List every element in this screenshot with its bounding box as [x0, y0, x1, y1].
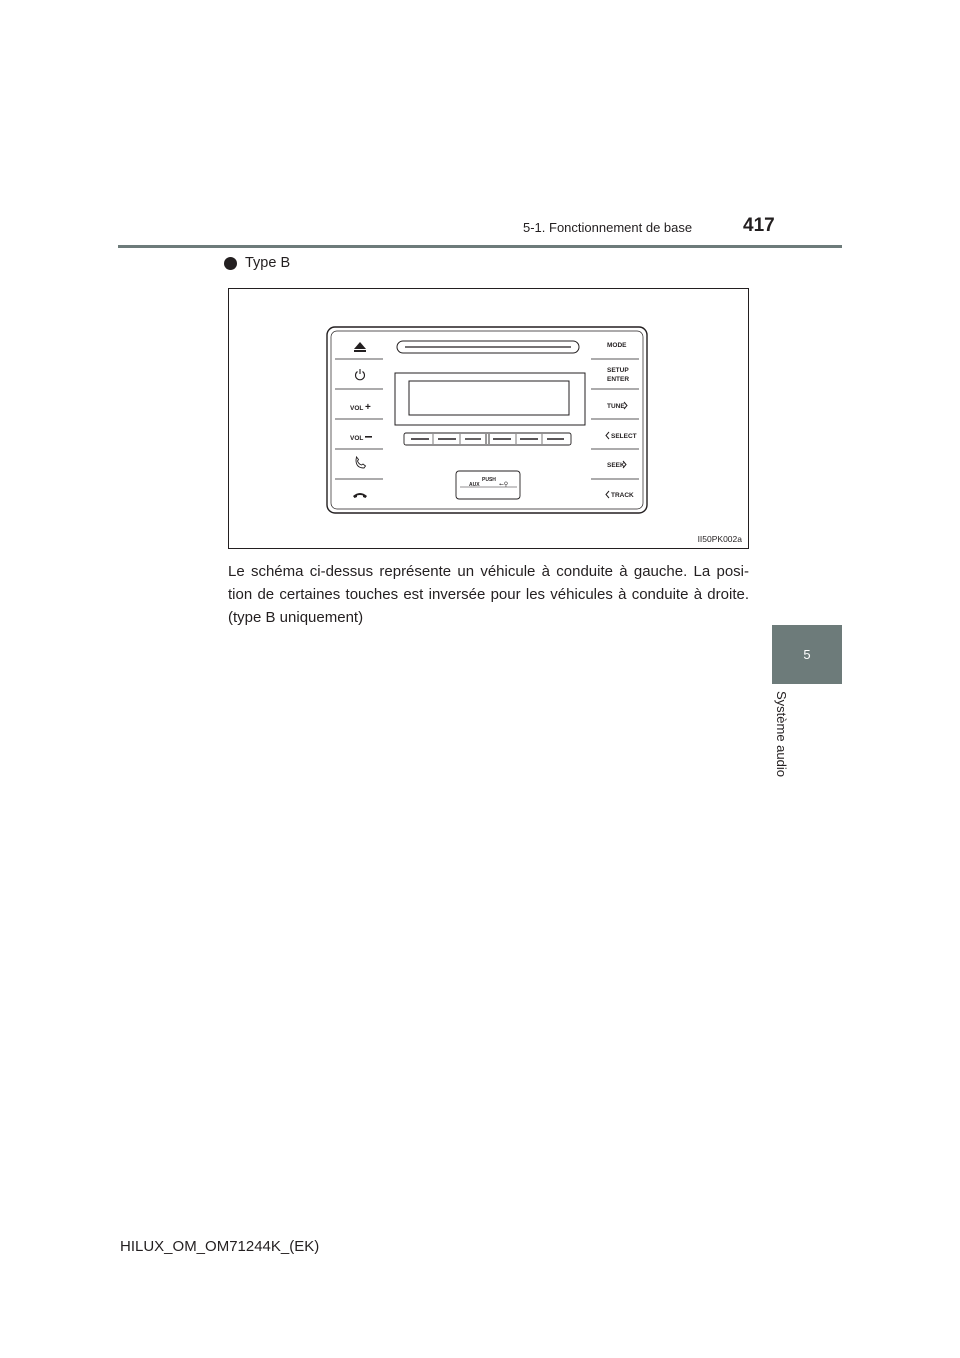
vol-down-label: VOL — [350, 435, 364, 442]
header-divider — [118, 245, 842, 248]
vol-up-label: VOL — [350, 405, 364, 412]
track-button — [606, 491, 634, 499]
chapter-title: Système audio — [774, 691, 789, 777]
display-screen — [409, 381, 569, 415]
setup-label: SETUP — [607, 367, 629, 374]
seek-button — [607, 461, 626, 469]
audio-unit-diagram — [229, 289, 750, 550]
page-number: 417 — [743, 215, 775, 236]
select-label: SELECT — [611, 433, 637, 440]
document-id: HILUX_OM_OM71244K_(EK) — [120, 1238, 320, 1255]
track-label: TRACK — [611, 492, 634, 499]
body-line: tion de certaines touches est inversée pour les véhicules à conduite à droite. — [228, 586, 749, 603]
chapter-number: 5 — [803, 647, 811, 662]
section-title: 5-1. Fonctionnement de base — [523, 220, 693, 235]
plus-icon: + — [365, 402, 371, 413]
bullet-label: Type B — [245, 255, 291, 271]
seek-label: SEEK — [607, 462, 625, 469]
mode-label: MODE — [607, 342, 627, 349]
bullet-icon — [224, 257, 237, 270]
tune-label: TUNE — [607, 403, 625, 410]
bullet-item — [224, 255, 290, 271]
usb-icon: ⭠⚲ — [499, 481, 509, 488]
select-button — [606, 432, 637, 440]
minus-icon — [365, 436, 372, 438]
port-push-label: PUSH — [482, 477, 496, 483]
aux-usb-port — [456, 471, 520, 499]
audio-unit-figure — [228, 288, 749, 549]
preset-buttons — [404, 433, 571, 445]
port-aux-label: AUX — [469, 482, 480, 488]
body-line: Le schéma ci-dessus représente un véhicule à conduite à gauche. La posi- — [228, 563, 749, 580]
body-paragraph — [228, 560, 749, 629]
body-line: (type B uniquement) — [228, 609, 364, 626]
tune-button — [607, 402, 627, 410]
enter-label: ENTER — [607, 376, 630, 383]
figure-code: II50PK002a — [697, 534, 742, 544]
